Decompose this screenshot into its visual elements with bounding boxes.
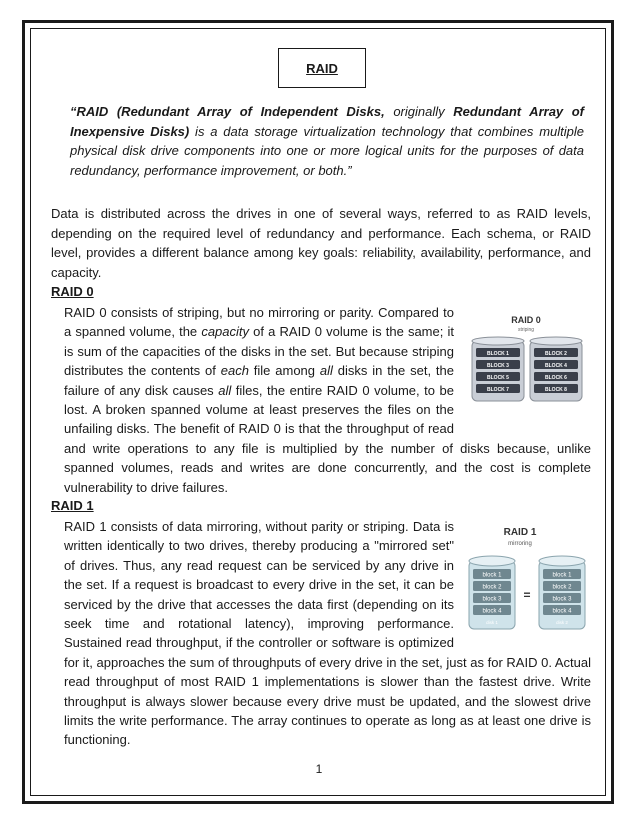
raid1-disk-2 <box>539 556 585 629</box>
raid1-block-label: block 3 <box>482 596 502 603</box>
raid1-block-label: block 2 <box>482 584 502 591</box>
raid1-mirroring-diagram <box>464 521 591 638</box>
raid1-disk-1 <box>469 556 515 629</box>
raid0-disk-right <box>530 337 582 401</box>
raid1-block-label: block 1 <box>552 572 572 579</box>
raid0-striping-diagram <box>464 305 591 421</box>
raid0-block-label: BLOCK 7 <box>487 387 509 393</box>
definition-quote <box>70 102 584 180</box>
raid1-body <box>64 517 591 750</box>
raid0-text-italic: all <box>319 363 333 379</box>
page-number: 1 <box>315 762 323 776</box>
raid1-heading: RAID 1 <box>51 498 94 513</box>
raid1-disk-label: disk 1 <box>486 620 498 625</box>
raid1-disk-label: disk 2 <box>556 620 568 625</box>
raid1-equals-sign: = <box>523 588 531 602</box>
quote-definition: is a data storage virtualization technology that combines multiple physical disk drive components into one or more logical units for the purposes of data redundancy, performance improvement, or both.” <box>70 123 584 178</box>
raid0-block-label: BLOCK 8 <box>545 387 567 393</box>
quote-term: “RAID (Redundant Array of Independent Disks, <box>70 104 385 119</box>
quote-originally: originally <box>384 104 454 119</box>
raid0-fig-subtitle: striping <box>517 327 535 333</box>
raid0-text: file among <box>248 363 320 379</box>
intro-paragraph: Data is distributed across the drives in one of several ways, referred to as RAID levels, depending on the required level of redundancy and performance. Each schema, or RAID level, provides a different balance among key goals: reliability, availability, performance, and capacity. <box>51 206 591 280</box>
raid1-block-label: block 3 <box>552 596 572 603</box>
raid0-body <box>64 303 591 497</box>
raid1-block-label: block 1 <box>482 572 502 579</box>
raid0-text-italic: each <box>220 363 249 379</box>
raid0-text: of a RAID 0 volume is the same; it is sum of the capacities of the disks in the set. But because striping distributes the contents of <box>64 324 454 379</box>
raid0-block-label: BLOCK 5 <box>487 375 509 381</box>
page-title-text: RAID <box>306 60 338 76</box>
raid0-block-label: BLOCK 6 <box>545 375 567 381</box>
raid0-heading: RAID 0 <box>51 284 94 299</box>
raid0-fig-title: RAID 0 <box>511 315 541 325</box>
raid0-block-label: BLOCK 2 <box>545 351 567 357</box>
raid1-block-label: block 4 <box>552 608 572 615</box>
raid0-disk-left <box>472 337 524 401</box>
page-title <box>278 48 366 88</box>
raid0-text: RAID 0 consists of striping, but no mirroring or parity. Compared to a spanned volume, the <box>64 305 454 340</box>
raid0-block-label: BLOCK 4 <box>545 363 567 369</box>
raid0-text-italic: capacity <box>201 324 250 340</box>
raid0-block-label: BLOCK 1 <box>487 351 509 357</box>
raid0-text: disks in the set, the failure of any disk causes <box>64 363 454 398</box>
raid0-text-italic: all <box>218 382 232 398</box>
raid1-block-label: block 2 <box>552 584 572 591</box>
raid1-block-label: block 4 <box>482 608 502 615</box>
raid0-block-label: BLOCK 3 <box>487 363 509 369</box>
raid1-fig-subtitle: mirroring <box>508 541 532 547</box>
raid1-fig-title: RAID 1 <box>503 527 537 538</box>
raid1-text: RAID 1 consists of data mirroring, without parity or striping. Data is written identically to two drives, thereby producing a "mirrored set" of drives. Thus, any read request can be serviced by any drive in the set. If a request is broadcast to every drive in the set, it can be serviced by the drive that accesses the data first (depending on its seek time and rotational latency), improving performance. Sustained read throughput, if the controller or software is optimized for it, approaches the sum of throughputs of every drive in the set, just as for RAID 0. Actual read throughput of most RAID 1 implementations is slower than the fastest drive. Write throughput is always slower because every drive must be updated, and the slowest drive limits the write performance. The array continues to operate as long as at least one drive is functioning. <box>64 519 591 748</box>
quote-original-term: Redundant Array of Inexpensive Disks) <box>70 104 584 139</box>
raid0-text: files, the entire RAID 0 volume, to be lost. A broken spanned volume at least preserves the files on the unfailing disks. The benefit of RAID 0 is that the throughput of read and write operations to any file is multiplied by the number of disks because, unlike spanned volumes, reads and writes are done concurrently, and the cost is complete vulnerability to drive failures. <box>64 382 591 495</box>
